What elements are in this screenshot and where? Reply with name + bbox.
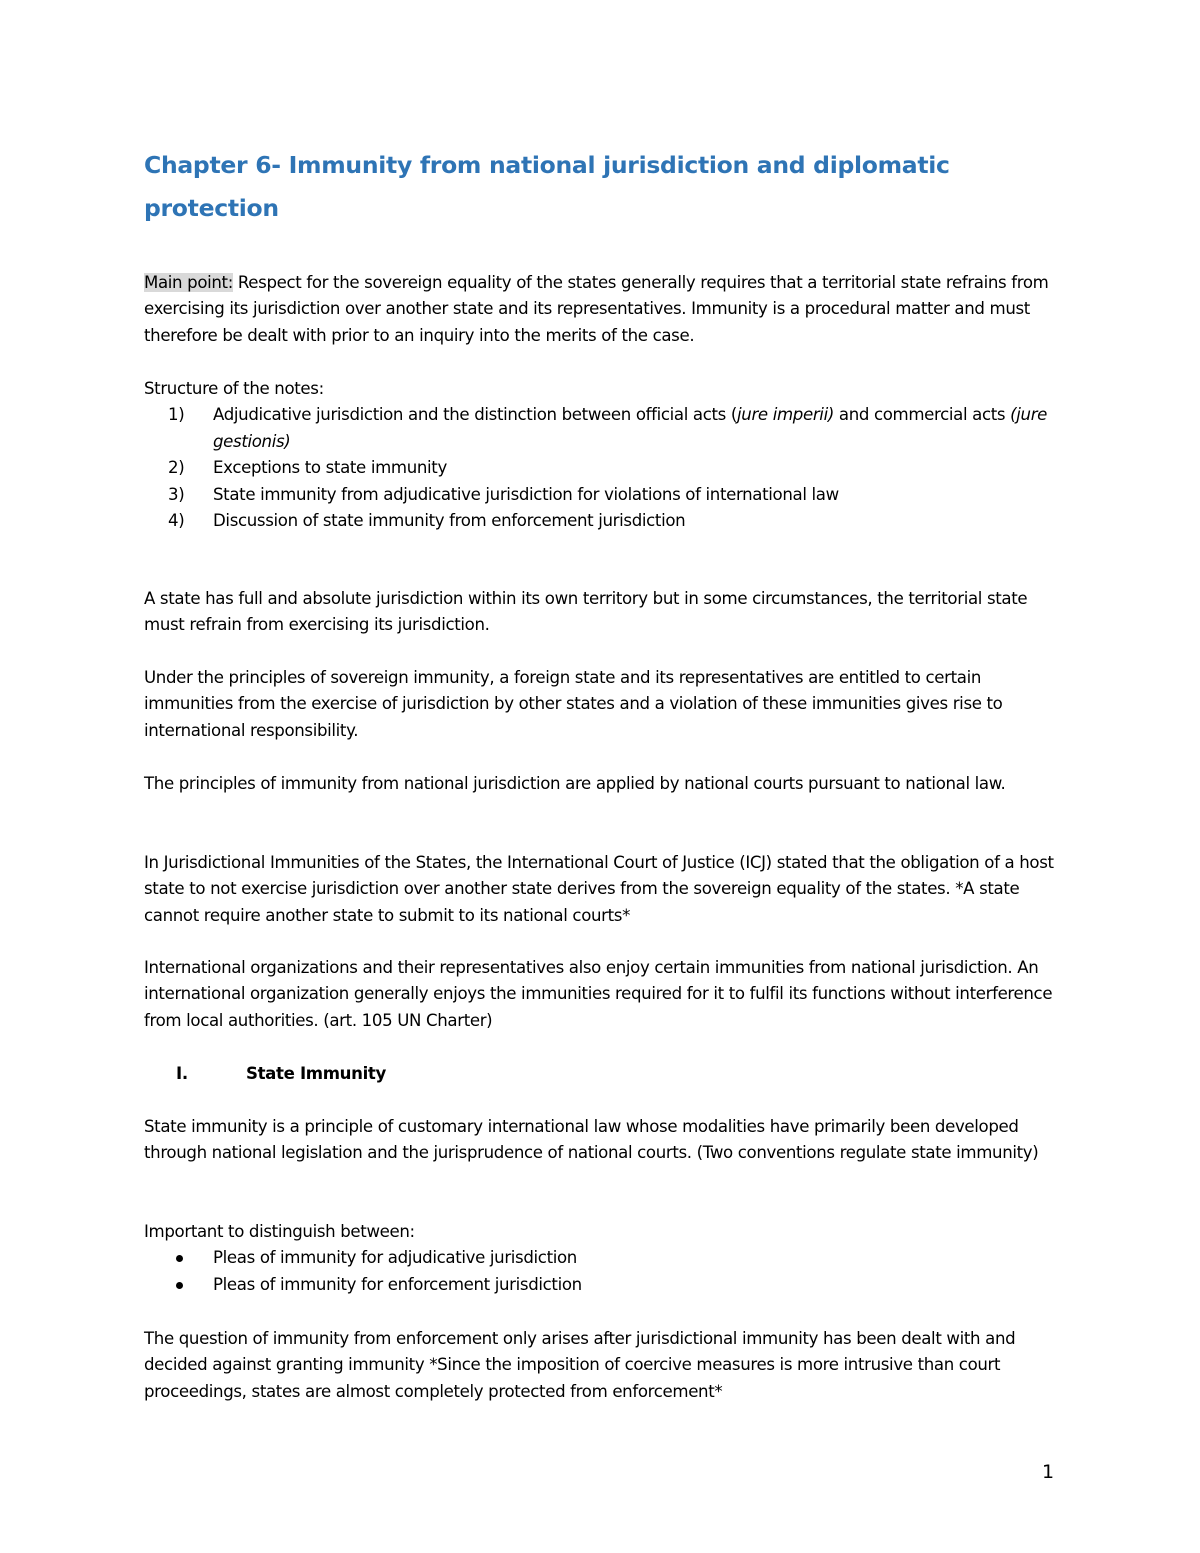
- main-point-label: Main point:: [144, 273, 233, 292]
- bullet-icon: [176, 1282, 183, 1289]
- paragraph-territory: A state has full and absolute jurisdiction within its own territory but in some circumstances, the territorial state must refrain from exercising its jurisdiction.: [144, 589, 1028, 635]
- list-item: [144, 482, 1056, 508]
- list-item: [144, 455, 1056, 481]
- list-item-text: Discussion of state immunity from enforcement jurisdiction: [213, 511, 686, 531]
- distinguish-list: [144, 1245, 1056, 1298]
- list-item-italic: jure imperii): [737, 405, 834, 425]
- section-title: State Immunity: [246, 1064, 386, 1083]
- list-item-text: Adjudicative jurisdiction and the distinction between official acts (: [213, 405, 738, 425]
- list-item: [144, 508, 1056, 534]
- structure-section: [144, 376, 1056, 534]
- list-item-text: Pleas of immunity for enforcement jurisdiction: [213, 1274, 582, 1294]
- list-number: 4): [168, 511, 185, 531]
- list-item: [144, 1245, 1056, 1271]
- paragraph-international-organizations: International organizations and their representatives also enjoy certain immunities from national jurisdiction. An international organization generally enjoys the immunities required for it to fulfil its functions without interference from local authorities. (art. 105 UN Charter): [144, 958, 1053, 1030]
- list-item: [144, 402, 1056, 455]
- list-item-text: Exceptions to state immunity: [213, 458, 447, 478]
- list-number: 2): [168, 458, 185, 478]
- distinguish-section: [144, 1219, 1056, 1298]
- paragraph-icj: In Jurisdictional Immunities of the States, the International Court of Justice (ICJ) stated that the obligation of a host state to not exercise jurisdiction over another state derives from the sovereign equality of the states. *A state cannot require another state to submit to its national courts*: [144, 853, 1054, 925]
- list-item-italic: (jure gestionis): [213, 405, 1048, 451]
- list-item-text: Pleas of immunity for adjudicative jurisdiction: [213, 1248, 577, 1268]
- section-numeral: I.: [176, 1064, 188, 1083]
- list-item: [144, 1272, 1056, 1298]
- paragraph-state-immunity: State immunity is a principle of customary international law whose modalities have primarily been developed through national legislation and the jurisprudence of national courts. (Two conventions regulate state immunity): [144, 1117, 1039, 1163]
- page-number: 1: [1042, 1461, 1055, 1483]
- list-number: 3): [168, 484, 185, 504]
- paragraph-national-courts: The principles of immunity from national jurisdiction are applied by national courts pursuant to national law.: [144, 774, 1006, 793]
- bullet-icon: [176, 1255, 183, 1262]
- page-title: Chapter 6- Immunity from national jurisdiction and diplomatic protection: [144, 151, 950, 222]
- document-page: [144, 0, 1056, 1553]
- section-heading: [144, 1061, 1056, 1088]
- list-item-text: and commercial acts: [833, 405, 1011, 425]
- main-point-text: Respect for the sovereign equality of the states generally requires that a territorial state refrains from exercising its jurisdiction over another state and its representatives. Immunity is a procedural matter and must therefore be dealt with prior to an inquiry into the merits of the case.: [144, 273, 1049, 345]
- structure-list: [144, 402, 1056, 534]
- distinguish-heading: Important to distinguish between:: [144, 1222, 415, 1241]
- list-number: 1): [168, 405, 185, 425]
- list-item-text: State immunity from adjudicative jurisdiction for violations of international law: [213, 484, 839, 504]
- main-point-paragraph: [144, 270, 1056, 349]
- paragraph-enforcement: The question of immunity from enforcement only arises after jurisdictional immunity has been dealt with and decided against granting immunity *Since the imposition of coercive measures is more intrusive than court proceedings, states are almost completely protected from enforcement*: [144, 1329, 1016, 1401]
- structure-heading: Structure of the notes:: [144, 379, 324, 398]
- paragraph-sovereign-immunity: Under the principles of sovereign immunity, a foreign state and its representatives are entitled to certain immunities from the exercise of jurisdiction by other states and a violation of these immunities gives rise to international responsibility.: [144, 668, 1003, 740]
